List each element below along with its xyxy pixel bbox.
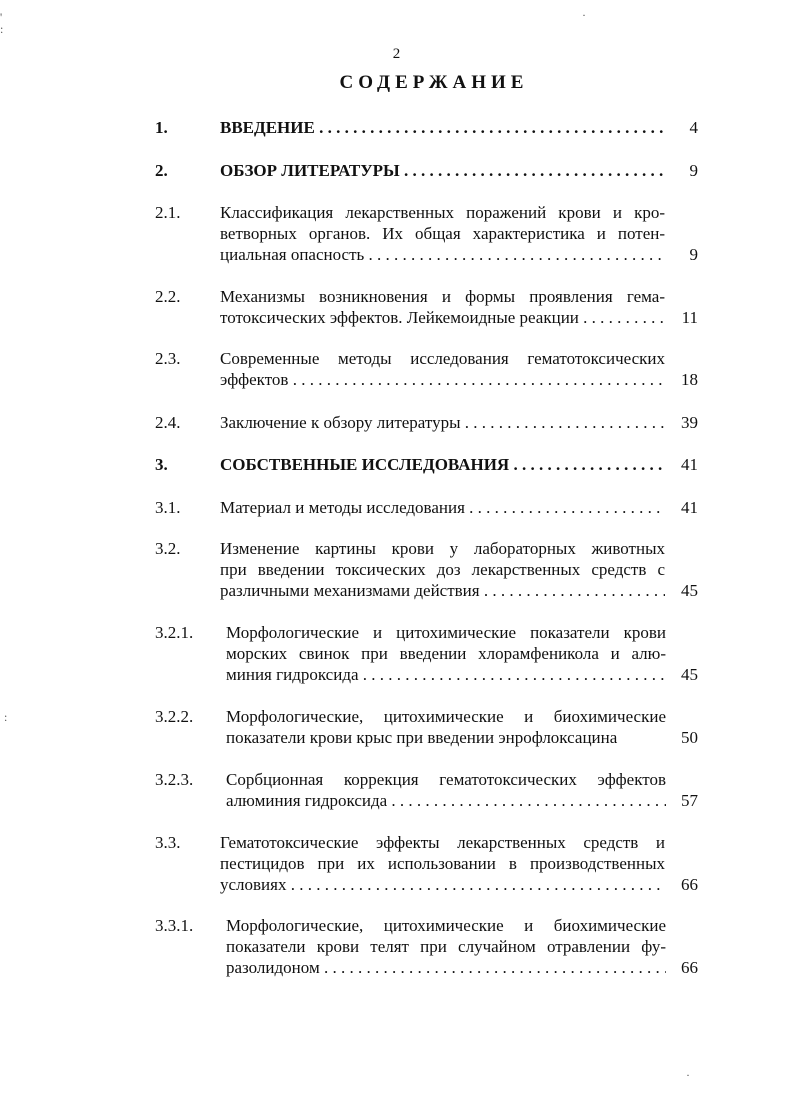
toc-entry-line: разолидоном . . . [226,957,666,978]
toc-entry-text [220,348,665,390]
toc-entry-line: эффектов . . . [220,369,665,390]
toc-entry-line: циальная опасность . . . [220,244,665,265]
toc-entry-text [226,915,666,978]
toc-entry-line: ветворных органов. Их общая характеристика и потен- [220,224,665,243]
page-number: 2 [392,46,401,62]
toc-entry-text [220,202,665,265]
toc-entry-number: 3.2. [155,539,181,558]
toc-entry-text [226,622,666,685]
toc-entry-line: Гематотоксические эффекты лекарственных средств и [220,833,665,852]
scan-speck: : [0,22,4,36]
toc-entry-line: Морфологические, цитохимические и биохимические [226,916,666,935]
toc-entry-text [220,286,665,328]
toc-entry-line: Современные методы исследования гематотоксических [220,349,665,368]
toc-entry-line: при введении токсических доз лекарственных средств с [220,560,665,579]
toc-entry-page: 66 [681,958,698,977]
toc-entry-line: Изменение картины крови у лабораторных животных [220,539,665,558]
toc-entry-line: СОБСТВЕННЫЕ ИССЛЕДОВАНИЯ . . . [220,454,665,475]
toc-entry-line: Классификация лекарственных поражений крови и кро- [220,203,665,222]
scan-speck: · [686,1068,690,1082]
toc-entry-page: 9 [689,245,698,264]
toc-entry-page: 39 [681,413,698,432]
toc-entry-number: 2.4. [155,413,181,432]
toc-entry-page: 66 [681,875,698,894]
toc-entry-number: 2.2. [155,287,181,306]
toc-entry-line: Морфологические и цитохимические показатели крови [226,623,666,642]
scan-speck: : [4,710,8,724]
toc-entry-line: ОБЗОР ЛИТЕРАТУРЫ . . . [220,160,665,181]
toc-entry-line: миния гидроксида . . . [226,664,666,685]
toc-entry-number: 2.3. [155,349,181,368]
toc-entry-number: 2. [155,161,168,180]
toc-entry-number: 3.1. [155,498,181,517]
toc-entry-line: Механизмы возникновения и формы проявления гема- [220,287,665,306]
toc-entry-line: Материал и методы исследования . . . [220,497,665,518]
toc-entry-line: морских свинок при введении хлорамфеникола и алю- [226,644,666,663]
toc-entry-number: 3. [155,455,168,474]
toc-entry-page: 45 [681,665,698,684]
toc-entry-number: 3.2.2. [155,707,194,726]
toc-entry-page: 9 [689,161,698,180]
toc-entry-text [220,117,665,138]
toc-entry-text [220,538,665,601]
toc-entry-line: тотоксических эффектов. Лейкемоидные реакции . . . [220,307,665,328]
toc-entry-text [226,706,666,748]
toc-entry-page: 4 [689,118,698,137]
toc-entry-line: Морфологические, цитохимические и биохимические [226,707,666,726]
toc-entry-number: 3.2.3. [155,770,194,789]
scan-speck: ' [0,10,3,24]
toc-entry-line: ВВЕДЕНИЕ . . . [220,117,665,138]
toc-entry-page: 50 [681,728,698,747]
toc-entry-number: 1. [155,118,168,137]
toc-entry-page: 18 [681,370,698,389]
toc-entry-line: различными механизмами действия . . . [220,580,665,601]
toc-entry-page: 41 [681,498,698,517]
toc-entry-line: показатели крови крыс при введении энрофлоксацина [226,728,618,747]
toc-entry-number: 2.1. [155,203,181,222]
toc-entry-text [220,454,665,475]
toc-entry-number: 3.2.1. [155,623,194,642]
scan-speck: · [582,8,586,22]
toc-entry-number: 3.3.1. [155,916,194,935]
toc-entry-text [220,497,665,518]
toc-entry-line: Заключение к обзору литературы . . . [220,412,665,433]
toc-entry-text [220,832,665,895]
page-title: СОДЕРЖАНИЕ [339,72,529,93]
toc-entry-line: пестицидов при их использовании в производственных [220,854,665,873]
toc-entry-text [220,160,665,181]
toc-entry-text [220,412,665,433]
toc-entry-page: 57 [681,791,698,810]
toc-entry-line: показатели крови телят при случайном отравлении фу- [226,937,666,956]
toc-entry-text [226,769,666,811]
toc-entry-line: условиях . . . [220,874,665,895]
toc-entry-page: 41 [681,455,698,474]
toc-entry-number: 3.3. [155,833,181,852]
toc-entry-line: алюминия гидроксида . . . [226,790,666,811]
toc-entry-line: Сорбционная коррекция гематотоксических эффектов [226,770,666,789]
toc-entry-page: 11 [681,308,698,327]
toc-entry-page: 45 [681,581,698,600]
